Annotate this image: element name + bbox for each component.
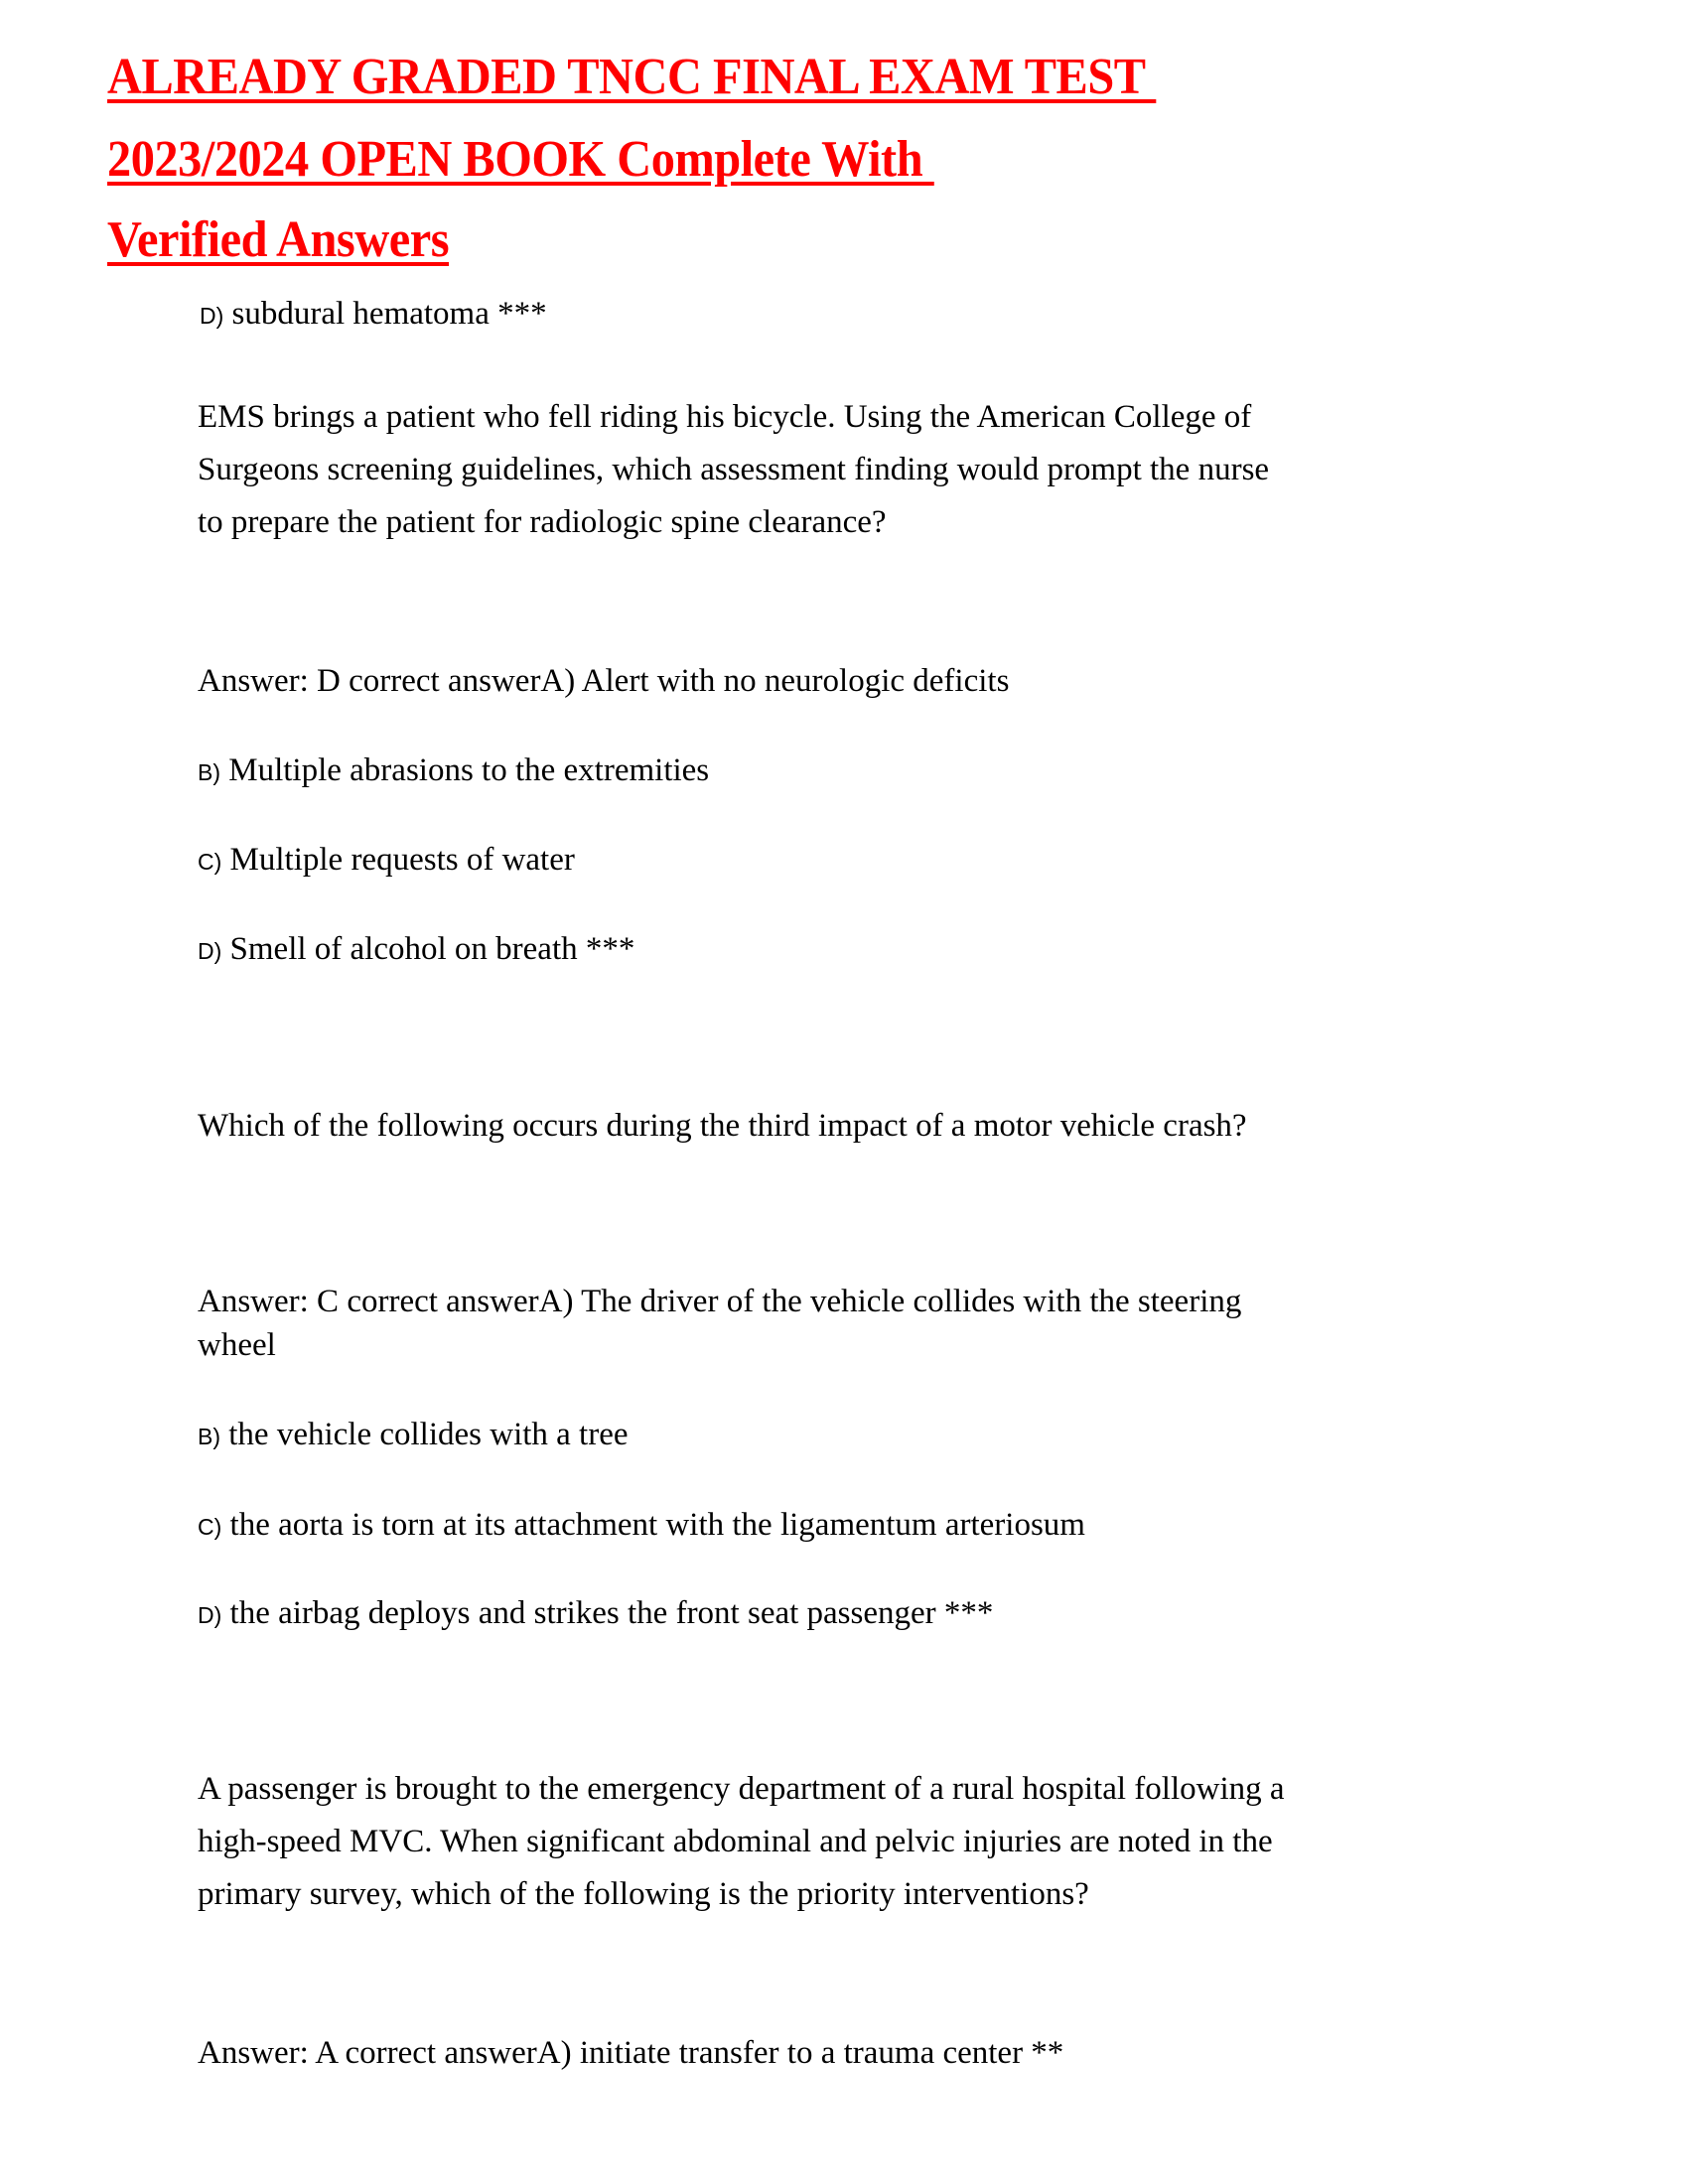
title-line: 2023/2024 OPEN BOOK Complete With [107, 131, 934, 188]
answer-line: Answer: A correct answerA) initiate transfer to a trauma center ** [198, 2035, 1064, 2071]
option-letter: C) [198, 849, 222, 875]
title-line: Verified Answers [107, 211, 450, 268]
option-letter: C) [198, 1514, 222, 1540]
question-text: Which of the following occurs during the third impact of a motor vehicle crash? [198, 1108, 1247, 1144]
option-letter: D) [200, 303, 224, 329]
option-text: the vehicle collides with a tree [220, 1417, 629, 1452]
option-d [198, 1597, 993, 1632]
option-letter: D) [198, 938, 222, 964]
option-b [198, 1419, 629, 1453]
option-text: Multiple requests of water [221, 842, 575, 878]
question-text: high-speed MVC. When significant abdominal and pelvic injuries are noted in the [198, 1824, 1273, 1859]
answer-line: Answer: D correct answerA) Alert with no neurologic deficits [198, 663, 1010, 699]
question-text: primary survey, which of the following is the priority interventions? [198, 1876, 1089, 1912]
question-text: EMS brings a patient who fell riding his bicycle. Using the American College of [198, 399, 1252, 435]
title-line: ALREADY GRADED TNCC FINAL EXAM TEST [107, 49, 1157, 105]
question-text: to prepare the patient for radiologic spine clearance? [198, 504, 887, 540]
option-text: Smell of alcohol on breath *** [221, 931, 635, 967]
answer-line: wheel [198, 1327, 276, 1363]
option-d [198, 933, 634, 968]
option-c [198, 844, 575, 879]
question-text: A passenger is brought to the emergency department of a rural hospital following a [198, 1771, 1285, 1807]
option-c [198, 1509, 1085, 1544]
option-text: the airbag deploys and strikes the front seat passenger *** [221, 1595, 994, 1631]
previous-option-d [200, 298, 547, 333]
question-text: Surgeons screening guidelines, which assessment finding would prompt the nurse [198, 452, 1270, 487]
option-letter: B) [198, 759, 220, 785]
answer-line: Answer: C correct answerA) The driver of the vehicle collides with the steering [198, 1284, 1242, 1319]
option-text: the aorta is torn at its attachment with the ligamentum arteriosum [221, 1507, 1085, 1543]
option-letter: B) [198, 1424, 220, 1449]
option-letter: D) [198, 1602, 222, 1628]
option-text: Multiple abrasions to the extremities [220, 752, 710, 788]
option-text: subdural hematoma *** [223, 296, 547, 332]
option-b [198, 754, 709, 789]
